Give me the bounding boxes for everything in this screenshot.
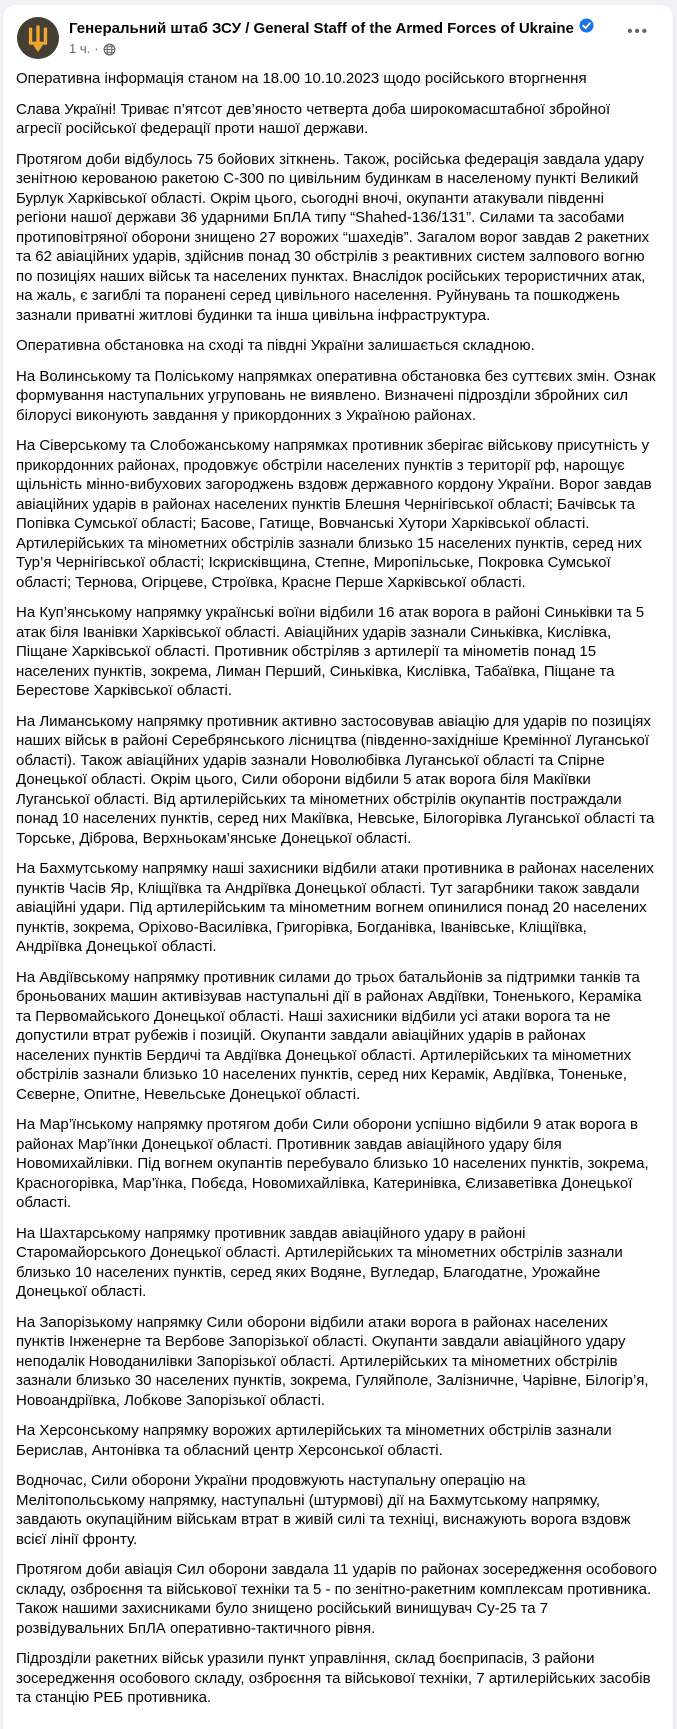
post-paragraph: На Куп’янському напрямку українські воїни відбили 16 атак ворога в районі Синьківки та 5 атак біля Іванівки Харківської області. Авіаційних ударів зазнали Синьківка, Кислівка, Піщане Харківської області. Противник обстріляв з артилерії та мінометів понад 15 населених пунктів, зокрема, Лиман Перший, Синьківка, Кислівка, Табаївка, Піщане та Берестове Харківської області. [16,604,645,699]
post-meta [69,42,619,56]
globe-icon [103,43,116,56]
verified-badge-icon [579,18,594,38]
facebook-post-card [3,5,673,1729]
post-paragraph: На Лиманському напрямку противник активно застосовував авіацію для ударів по позиціях наших військ в районі Серебрянського лісництва (південно-західніше Кремінної Луганської області). Також авіаційних ударів зазнали Новолюбівка Луганської області та Спірне Донецької області. Окрім цього, Сили оборони відбили 5 атак ворога біля Макіївки Луганської області. Від артилерійських та мінометних обстрілів окупантів постраждали понад 10 населених пунктів, серед них Макіївка, Невське, Білогорівка Луганської області та Торське, Діброва, Верхньокам’янське Донецької області. [16,712,655,847]
post-header-text [69,17,619,56]
post-paragraph: Протягом доби відбулось 75 бойових зіткнень. Також, російська федерація завдала удару зенітною керованою ракетою С-300 по цивільним будинкам в населеному пункті Великий Бурлук Харківської області. Окрім цього, сьогодні вночі, окупанти атакували південні регіони нашої держави 36 ударними БпЛА типу “Shahed-136/131”. Силами та засобами протиповітряної оборони знищено 27 ворожих “шахедів”. Загалом ворог завдав 2 ракетних та 62 авіаційних ударів, здійснив понад 30 обстрілів з реактивних систем залпового вогню по позиціях наших військ та населених пунктах. Внаслідок російських терористичних атак, на жаль, є загиблі та поранені серед цивільного населення. Руйнувань та пошкоджень зазнали приватні житлові будинки та інша цивільна інфраструктура. [16,150,650,324]
post-paragraph: Слава Україні! Триває п’ятсот дев’яносто четверта доба широкомасштабної збройної агресії російської федерації проти нашої держави. [16,100,611,137]
page-name-link[interactable]: Генеральний штаб ЗСУ / General Staff of the Armed Forces of Ukraine [69,19,574,37]
post-paragraph: На Авдіївському напрямку противник силами до трьох батальйонів за підтримки танків та броньованих машин активізував наступальні дії в районах Авдіївки, Тоненького, Кераміка та Первомайського Донецької області. Наші захисники відбили усі атаки ворога та не допустили втрат рубежів і позицій. Окупанти завдали авіаційних ударів в районах населених пунктів Бердичі та Авдіївка Донецької області. Артилерійських та мінометних обстрілів зазнали близько 10 населених пунктів, серед них Керамік, Авдіївка, Тоненьке, Сєверне, Опитне, Невельське Донецької області. [16,968,642,1103]
post-paragraph: Оперативна інформація станом на 18.00 10.10.2023 щодо російського вторгнення [16,70,587,87]
tryzub-emblem-icon [17,17,59,59]
post-paragraph: На Херсонському напрямку ворожих артилерійських та мінометних обстрілів зазнали Берислав, Антонівка та обласний центр Херсонської області. [16,1422,612,1459]
post-paragraph: На Шахтарському напрямку противник завдав авіаційного удару в районі Старомайорського Донецької області. Артилерійських та мінометних обстрілів зазнали близько 10 населених пунктів, серед яких Водяне, Вугледар, Благодатне, Урожайне Донецької області. [16,1224,623,1300]
post-paragraph: Протягом доби авіація Сил оборони завдала 11 ударів по районах зосередження особового складу, озброєння та військової техніки та 5 - по зенітно-ракетним комплексам противника. Також нашими захисниками було знищено російський винищувач Су-25 та 7 розвідувальних БпЛА оперативно-тактичного рівня. [16,1561,657,1637]
avatar[interactable] [17,17,59,59]
post-paragraph: На Бахмутському напрямку наші захисники відбили атаки противника в районах населених пунктів Часів Яр, Кліщіївка та Андріївка Донецької області. Тут загарбники також завдали авіаційні удари. Під артилерійським та мінометним вогнем опинилися понад 20 населених пунктів, зокрема, Оріхово-Василівка, Григорівка, Богданівка, Іванівське, Кліщіївка, Андріївка Донецької області. [16,860,654,955]
post-paragraph: На Волинському та Поліському напрямках оперативна обстановка без суттєвих змін. Ознак формування наступальних угруповань не виявлено. Визначені підрозділи збройних сил білорусі виконують завдання у прикордонних з Україною районах. [16,367,656,424]
post-header [3,17,673,59]
post-paragraph: Водночас, Сили оборони України продовжують наступальну операцію на Мелітопольському напрямку, наступальні (штурмові) дії на Бахмутському напрямку, завдають окупаційним військам втрат в живій силі та техніці, виснажують ворога вздовж всієї лінії фронту. [16,1472,631,1548]
post-paragraph: На Сіверському та Слобожанському напрямках противник зберігає військову присутність у прикордонних районах, продовжує обстріли населених пунктів з території рф, нарощує щільність мінно-вибухових загороджень вздовж державного кордону України. Ворог завдав авіаційних ударів в районах населених пунктів Блешня Чернігівської області; Бачівськ та Попівка Сумської області; Басове, Гатище, Вовчанські Хутори Харківської області. Артилерійських та мінометних обстрілів зазнали близько 15 населених пунктів, серед них Тур’я Чернігівської області; Іскрисківщина, Степне, Миропільське, Покровка Сумської області; Тернова, Огірцеве, Строївка, Красне Перше Харківської області. [16,437,652,591]
title-row [69,18,619,38]
post-options-button[interactable]: ••• [619,21,657,43]
post-paragraph: На Мар’їнському напрямку протягом доби Сили оборони успішно відбили 9 атак ворога в районах Мар’їнки Донецької області. Противник завдав авіаційного удару біля Новомихайлівки. Під вогнем окупантів перебувало близько 10 населених пунктів, зокрема, Красногорівка, Мар’їнка, Побєда, Новомихайлівка, Катеринівка, Єлизаветівка Донецької області. [16,1116,649,1211]
timestamp-link[interactable]: 1 ч. [69,41,91,56]
post-paragraph: На Запорізькому напрямку Сили оборони відбили атаки ворога в районах населених пунктів Інженерне та Вербове Запорізької області. Окупанти завдали авіаційного удару неподалік Новоданилівки Запорізької області. Артилерійських та мінометних обстрілів зазнали близько 30 населених пунктів, зокрема, Гуляйполе, Залізничне, Чарівне, Білогір’я, Новоандріївка, Лобкове Запорізької області. [16,1313,649,1409]
post-paragraph: Оперативна обстановка на сході та півдні України залишається складною. [16,337,535,354]
meta-separator: · [94,41,99,56]
post-text [3,59,673,1708]
post-paragraph: Підрозділи ракетних військ уразили пункт управління, склад боєприпасів, 3 райони зосередження особового складу, озброєння та військової техніки, 7 артилерійських засобів та станцію РЕБ противника. [16,1650,651,1706]
